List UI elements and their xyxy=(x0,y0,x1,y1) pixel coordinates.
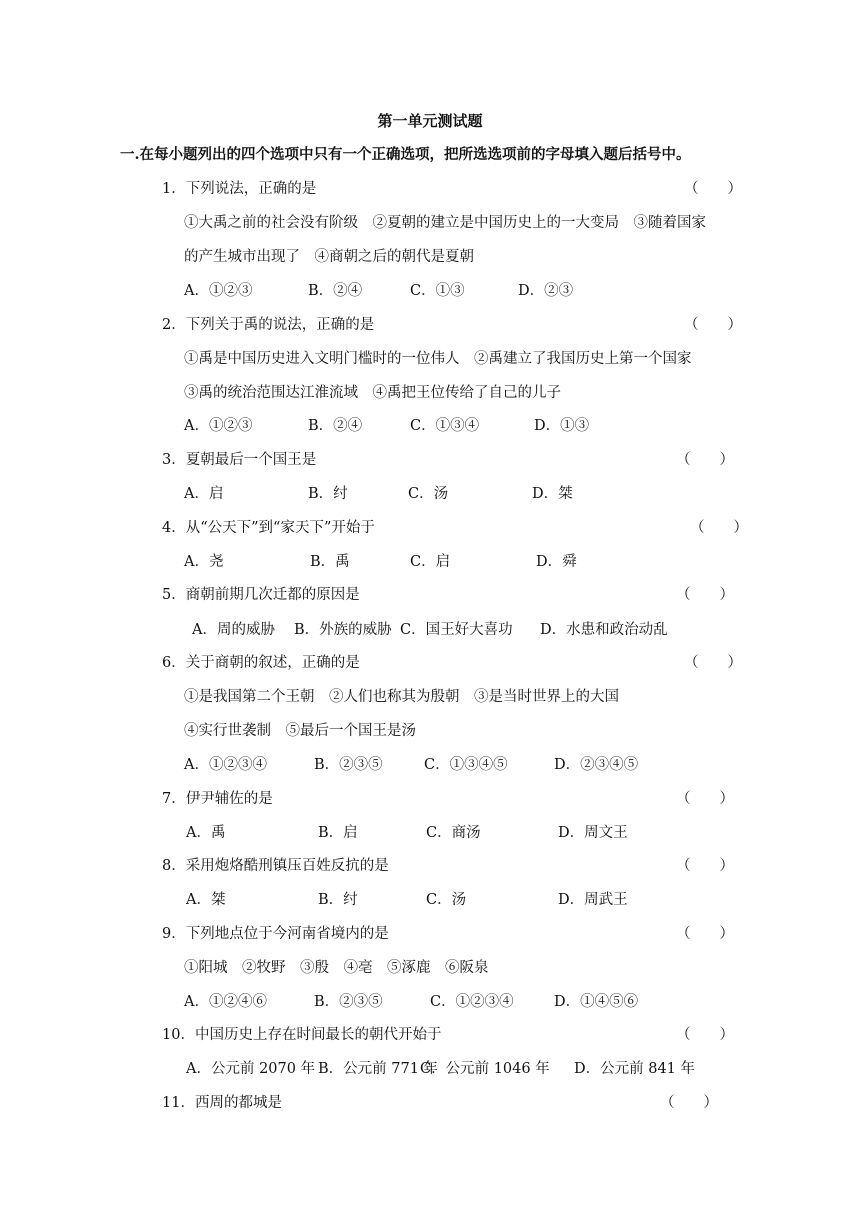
question-4-option-c: C．启 xyxy=(410,554,451,570)
question-10-option-a: A．公元前 2070 年 xyxy=(186,1061,316,1077)
question-6-option-b: B．②③⑤ xyxy=(314,757,383,773)
question-4-stem: 4．从“公天下”到“家天下”开始于 xyxy=(162,520,375,536)
question-1-option-c: C．①③ xyxy=(410,283,465,299)
answer-bracket: （ ） xyxy=(676,791,734,807)
question-2-option-b: B．②④ xyxy=(308,418,363,434)
question-2-option-d: D．①③ xyxy=(534,418,590,434)
question-6-statement: ④实行世袭制 ⑤最后一个国王是汤 xyxy=(184,723,416,739)
question-2-stem: 2．下列关于禹的说法，正确的是 xyxy=(162,317,375,333)
answer-bracket: （ ） xyxy=(676,452,734,468)
section-instruction: 一.在每小题列出的四个选项中只有一个正确选项，把所选选项前的字母填入题后括号中。 xyxy=(120,146,691,163)
question-7-option-b: B．启 xyxy=(318,825,358,841)
page-title: 第一单元测试题 xyxy=(377,112,483,130)
question-10-stem: 10．中国历史上存在时间最长的朝代开始于 xyxy=(162,1027,442,1043)
question-4-option-a: A．尧 xyxy=(184,554,224,570)
answer-bracket: （ ） xyxy=(676,587,734,603)
question-9-option-a: A．①②④⑥ xyxy=(184,994,267,1010)
question-1-stem: 1．下列说法，正确的是 xyxy=(162,181,317,197)
question-6-stem: 6．关于商朝的叙述，正确的是 xyxy=(162,655,360,671)
answer-bracket: （ ） xyxy=(684,317,742,333)
question-3-option-a: A．启 xyxy=(184,486,224,502)
question-2-option-c: C．①③④ xyxy=(410,418,480,434)
question-5-option-b: B．外族的威胁 xyxy=(294,622,392,638)
question-1-statement: 的产生城市出现了 ④商朝之后的朝代是夏朝 xyxy=(184,249,474,265)
question-1-option-a: A．①②③ xyxy=(184,283,253,299)
question-7-option-c: C．商汤 xyxy=(426,825,481,841)
question-4-option-d: D．舜 xyxy=(536,554,577,570)
question-1-option-b: B．②④ xyxy=(308,283,363,299)
question-3-option-b: B．纣 xyxy=(308,486,348,502)
question-8-option-b: B．纣 xyxy=(318,892,358,908)
question-9-option-b: B．②③⑤ xyxy=(314,994,383,1010)
question-6-option-d: D．②③④⑤ xyxy=(554,757,639,773)
question-7-stem: 7．伊尹辅佐的是 xyxy=(162,791,273,807)
question-11-stem: 11．西周的都城是 xyxy=(162,1095,282,1111)
question-3-option-c: C．汤 xyxy=(408,486,449,502)
question-10-option-d: D．公元前 841 年 xyxy=(574,1061,696,1077)
question-5-stem: 5．商朝前期几次迁都的原因是 xyxy=(162,587,360,603)
answer-bracket: （ ） xyxy=(690,520,748,536)
question-5-option-c: C．国王好大喜功 xyxy=(400,622,513,638)
question-5-option-a: A．周的威胁 xyxy=(192,622,275,638)
question-10-option-b: B．公元前 771 年 xyxy=(318,1061,439,1077)
question-9-statement: ①阳城 ②牧野 ③殷 ④亳 ⑤涿鹿 ⑥阪泉 xyxy=(184,960,489,976)
question-2-statement: ③禹的统治范围达江淮流域 ④禹把王位传给了自己的儿子 xyxy=(184,385,561,401)
answer-bracket: （ ） xyxy=(676,926,734,942)
question-1-statement: ①大禹之前的社会没有阶级 ②夏朝的建立是中国历史上的一大变局 ③随着国家 xyxy=(184,215,706,231)
question-1-option-d: D．②③ xyxy=(518,283,574,299)
question-4-option-b: B．禹 xyxy=(310,554,350,570)
question-6-option-c: C．①③④⑤ xyxy=(424,757,508,773)
question-7-option-d: D．周文王 xyxy=(558,825,628,841)
answer-bracket: （ ） xyxy=(660,1095,718,1111)
answer-bracket: （ ） xyxy=(684,655,742,671)
question-8-option-a: A．桀 xyxy=(186,892,226,908)
question-3-stem: 3．夏朝最后一个国王是 xyxy=(162,452,317,468)
question-7-option-a: A．禹 xyxy=(186,825,226,841)
question-9-option-c: C．①②③④ xyxy=(430,994,514,1010)
answer-bracket: （ ） xyxy=(676,1027,734,1043)
answer-bracket: （ ） xyxy=(684,181,742,197)
question-8-stem: 8．采用炮烙酷刑镇压百姓反抗的是 xyxy=(162,858,389,874)
answer-bracket: （ ） xyxy=(676,858,734,874)
question-2-statement: ①禹是中国历史进入文明门槛时的一位伟人 ②禹建立了我国历史上第一个国家 xyxy=(184,351,692,367)
question-8-option-c: C．汤 xyxy=(426,892,467,908)
question-6-statement: ①是我国第二个王朝 ②人们也称其为殷朝 ③是当时世界上的大国 xyxy=(184,689,619,705)
question-6-option-a: A．①②③④ xyxy=(184,757,267,773)
question-8-option-d: D．周武王 xyxy=(558,892,628,908)
question-9-stem: 9．下列地点位于今河南省境内的是 xyxy=(162,926,389,942)
question-10-option-c: C．公元前 1046 年 xyxy=(420,1061,550,1077)
question-5-option-d: D．水患和政治动乱 xyxy=(540,622,668,638)
question-9-option-d: D．①④⑤⑥ xyxy=(554,994,639,1010)
question-3-option-d: D．桀 xyxy=(532,486,573,502)
question-2-option-a: A．①②③ xyxy=(184,418,253,434)
